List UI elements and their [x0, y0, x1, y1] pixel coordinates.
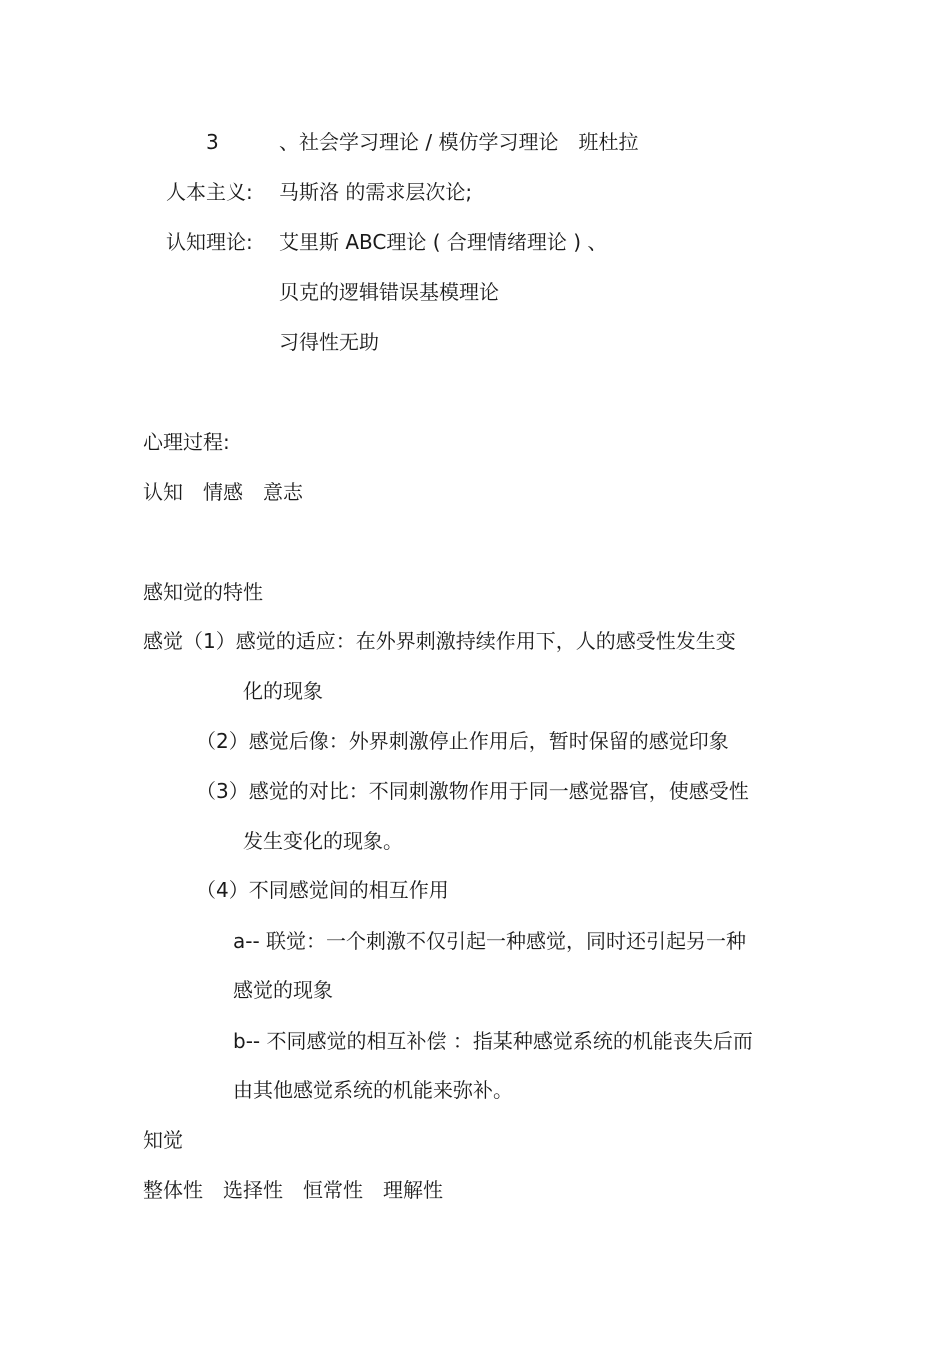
social-learning-theory: 、社会学习理论 / 模仿学习理论 班杜拉 — [279, 130, 639, 154]
cognitive-label: 认知理论: — [166, 230, 253, 254]
sensation-afterimage: （2）感觉后像：外界刺激停止作用后，暂时保留的感觉印象 — [196, 729, 729, 753]
cognitive-text-helplessness: 习得性无助 — [279, 330, 379, 354]
cognitive-text-abc: 艾里斯 ABC理论 ( 合理情绪理论 ) 、 — [279, 230, 608, 254]
sensation-contrast-cont: 发生变化的现象。 — [243, 829, 403, 853]
item-number: 3 — [206, 130, 219, 154]
perception-properties: 整体性 选择性 恒常性 理解性 — [143, 1178, 443, 1202]
psych-process-items: 认知 情感 意志 — [143, 480, 303, 504]
sensation-contrast: （3）感觉的对比：不同刺激物作用于同一感觉器官，使感受性 — [196, 779, 749, 803]
sensory-compensation-cont: 由其他感觉系统的机能来弥补。 — [233, 1078, 513, 1102]
sensory-compensation: b-- 不同感觉的相互补偿 ：指某种感觉系统的机能丧失后而 — [233, 1029, 753, 1053]
synesthesia: a-- 联觉：一个刺激不仅引起一种感觉，同时还引起另一种 — [233, 929, 747, 953]
sensation-adaptation: 感觉（1）感觉的适应：在外界刺激持续作用下，人的感受性发生变 — [143, 629, 736, 653]
psych-process-heading: 心理过程: — [143, 430, 230, 454]
perception-subheading: 知觉 — [143, 1128, 183, 1152]
synesthesia-cont: 感觉的现象 — [233, 978, 333, 1002]
perception-heading: 感知觉的特性 — [143, 580, 263, 604]
sensation-adaptation-cont: 化的现象 — [243, 679, 323, 703]
cognitive-text-beck: 贝克的逻辑错误基模理论 — [279, 280, 499, 304]
humanism-text: 马斯洛 的需求层次论; — [279, 180, 473, 204]
sensation-interaction: （4）不同感觉间的相互作用 — [196, 878, 449, 902]
humanism-label: 人本主义: — [166, 180, 253, 204]
